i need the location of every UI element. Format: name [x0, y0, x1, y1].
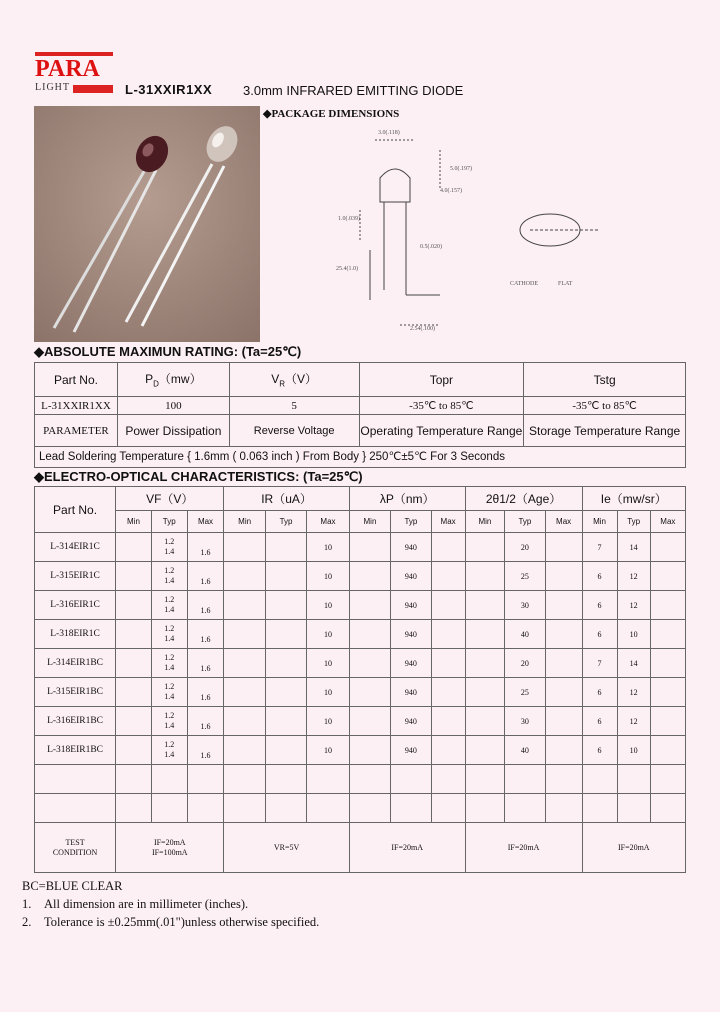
eo-subheader-row: Min Typ Max Min Typ Max Min Typ Max Min Typ Max Min Typ Max	[35, 511, 686, 533]
eo-vf-max: 1.6	[187, 649, 224, 678]
eo-wl-typ: 940	[391, 649, 431, 678]
eo-ie-min: 7	[582, 649, 617, 678]
dim-label-flat: FLAT	[558, 281, 573, 287]
eo-vf-max: 1.6	[187, 533, 224, 562]
eo-title: ◆ELECTRO-OPTICAL CHARACTERISTICS: (Ta=25℃)	[34, 469, 363, 484]
test-condition-angle: IF=20mA	[465, 823, 582, 873]
led-photo-illustration	[34, 106, 260, 342]
test-condition-wl: IF=20mA	[349, 823, 465, 873]
note-bc: BC=BLUE CLEAR	[22, 879, 123, 893]
abs-max-title: ◆ABSOLUTE MAXIMUN RATING: (Ta=25℃)	[34, 344, 302, 359]
dim-label-diameter: 3.0(.118)	[378, 130, 400, 136]
eo-ir-max: 10	[307, 591, 349, 620]
dim-label-body: 4.0(.157)	[440, 188, 462, 194]
eo-ir-max: 10	[307, 678, 349, 707]
eo-vf-typ: 1.2 1.4	[151, 707, 187, 736]
eo-vf-typ: 1.2 1.4	[151, 649, 187, 678]
eo-test-condition-row	[35, 823, 686, 873]
eo-table-row	[35, 533, 686, 562]
logo-word: PARA	[35, 56, 100, 82]
eo-vf-max: 1.6	[187, 562, 224, 591]
eo-vf-typ: 1.2 1.4	[151, 591, 187, 620]
eo-angle-typ: 40	[505, 620, 546, 649]
eo-part-number: L-315EIR1C	[35, 562, 116, 591]
eo-wl-typ: 940	[391, 707, 431, 736]
eo-part-number: L-314EIR1C	[35, 533, 116, 562]
eo-ir-max: 10	[307, 707, 349, 736]
eo-vf-max: 1.6	[187, 736, 224, 765]
dim-label-cathode: CATHODE	[510, 281, 538, 287]
product-photo	[34, 106, 260, 342]
eo-table-row	[35, 678, 686, 707]
eo-vf-max: 1.6	[187, 678, 224, 707]
eo-wl-typ: 940	[391, 678, 431, 707]
eo-part-number: L-315EIR1BC	[35, 678, 116, 707]
eo-table-row	[35, 736, 686, 765]
eo-ie-min: 7	[582, 533, 617, 562]
eo-table	[34, 486, 686, 873]
note-2: 2. Tolerance is ±0.25mm(.01")unless otherwise specified.	[22, 915, 320, 929]
abs-col-tstg: Tstg	[524, 363, 686, 397]
eo-ir-max: 10	[307, 562, 349, 591]
eo-ie-typ: 10	[617, 620, 650, 649]
abs-col-vr: $V_R(V)$	[229, 363, 359, 397]
eo-angle-typ: 25	[505, 678, 546, 707]
test-condition-vf: IF=20mA IF=100mA	[116, 823, 224, 873]
eo-vf-typ: 1.2 1.4	[151, 678, 187, 707]
eo-part-number: L-316EIR1BC	[35, 707, 116, 736]
eo-vf-typ: 1.2 1.4	[151, 533, 187, 562]
eo-col-wl: λP（nm）	[349, 487, 465, 511]
eo-col-ir: IR（uA）	[224, 487, 349, 511]
eo-ir-max: 10	[307, 533, 349, 562]
eo-table-row	[35, 591, 686, 620]
dim-label-height: 5.0(.197)	[450, 166, 472, 172]
eo-table-row	[35, 707, 686, 736]
eo-ir-max: 10	[307, 649, 349, 678]
eo-vf-max: 1.6	[187, 591, 224, 620]
eo-ie-typ: 14	[617, 649, 650, 678]
part-number-header: L-31XXIR1XX	[125, 82, 213, 97]
abs-param-row: PARAMETER Power Dissipation Reverse Voltage Operating Temperature Range Storage Temperature Range	[35, 415, 686, 447]
eo-angle-typ: 25	[505, 562, 546, 591]
eo-vf-max: 1.6	[187, 707, 224, 736]
eo-ie-typ: 12	[617, 562, 650, 591]
eo-ie-min: 6	[582, 678, 617, 707]
eo-ie-typ: 12	[617, 591, 650, 620]
notes	[22, 877, 319, 931]
eo-vf-typ: 1.2 1.4	[151, 620, 187, 649]
eo-col-part: Part No.	[35, 487, 116, 533]
eo-vf-typ: 1.2 1.4	[151, 736, 187, 765]
dim-label-lead-length: 25.4(1.0)	[336, 266, 358, 272]
eo-ie-min: 6	[582, 620, 617, 649]
abs-value-row: L-31XXIR1XX 100 5 -35℃ to 85℃ -35℃ to 85℃	[35, 397, 686, 415]
eo-wl-typ: 940	[391, 562, 431, 591]
eo-part-number: L-318EIR1C	[35, 620, 116, 649]
eo-table-row	[35, 649, 686, 678]
eo-angle-typ: 30	[505, 591, 546, 620]
test-condition-label: TEST CONDITION	[35, 823, 116, 873]
eo-wl-typ: 940	[391, 591, 431, 620]
eo-col-ie: Ie（mw/sr）	[582, 487, 685, 511]
eo-ie-typ: 12	[617, 678, 650, 707]
eo-wl-typ: 940	[391, 736, 431, 765]
eo-table-row	[35, 562, 686, 591]
dim-label-lead: 0.5(.020)	[420, 244, 442, 250]
eo-part-number: L-314EIR1BC	[35, 649, 116, 678]
eo-angle-typ: 30	[505, 707, 546, 736]
package-dimensions-title: ◆PACKAGE DIMENSIONS	[263, 108, 400, 120]
eo-vf-typ: 1.2 1.4	[151, 562, 187, 591]
eo-col-angle: 2θ1/2（Age）	[465, 487, 582, 511]
eo-part-number: L-318EIR1BC	[35, 736, 116, 765]
abs-header-row	[35, 363, 686, 397]
eo-header-row	[35, 487, 686, 511]
eo-ie-min: 6	[582, 562, 617, 591]
abs-col-topr: Topr	[359, 363, 524, 397]
eo-vf-max: 1.6	[187, 620, 224, 649]
test-condition-ir: VR=5V	[224, 823, 349, 873]
eo-ie-min: 6	[582, 591, 617, 620]
package-dimensions-drawing	[300, 120, 640, 350]
eo-angle-typ: 20	[505, 533, 546, 562]
test-condition-ie: IF=20mA	[582, 823, 685, 873]
eo-angle-typ: 40	[505, 736, 546, 765]
logo-light: LIGHT	[35, 82, 70, 93]
lead-soldering-note: Lead Soldering Temperature { 1.6mm ( 0.063 inch ) From Body } 250℃±5℃ For 3 Seconds	[34, 446, 686, 468]
abs-col-pd: $P_D(mw)$	[117, 363, 229, 397]
eo-ir-max: 10	[307, 620, 349, 649]
abs-max-table	[34, 362, 686, 447]
abs-col-part: Part No.	[35, 363, 118, 397]
eo-ie-min: 6	[582, 707, 617, 736]
eo-table-row	[35, 620, 686, 649]
eo-ie-min: 6	[582, 736, 617, 765]
eo-angle-typ: 20	[505, 649, 546, 678]
logo-light-bar	[73, 85, 113, 93]
eo-ie-typ: 14	[617, 533, 650, 562]
dim-label-flange: 1.0(.039)	[338, 216, 360, 222]
eo-col-vf: VF（V）	[116, 487, 224, 511]
eo-ie-typ: 10	[617, 736, 650, 765]
eo-wl-typ: 940	[391, 620, 431, 649]
dim-label-pitch: 2.54(.100)	[410, 326, 435, 332]
note-1: 1. All dimension are in millimeter (inches).	[22, 897, 249, 911]
eo-ie-typ: 12	[617, 707, 650, 736]
eo-empty-row	[35, 794, 686, 823]
eo-wl-typ: 940	[391, 533, 431, 562]
eo-part-number: L-316EIR1C	[35, 591, 116, 620]
document-title: 3.0mm INFRARED EMITTING DIODE	[243, 83, 464, 98]
eo-empty-row	[35, 765, 686, 794]
eo-ir-max: 10	[307, 736, 349, 765]
